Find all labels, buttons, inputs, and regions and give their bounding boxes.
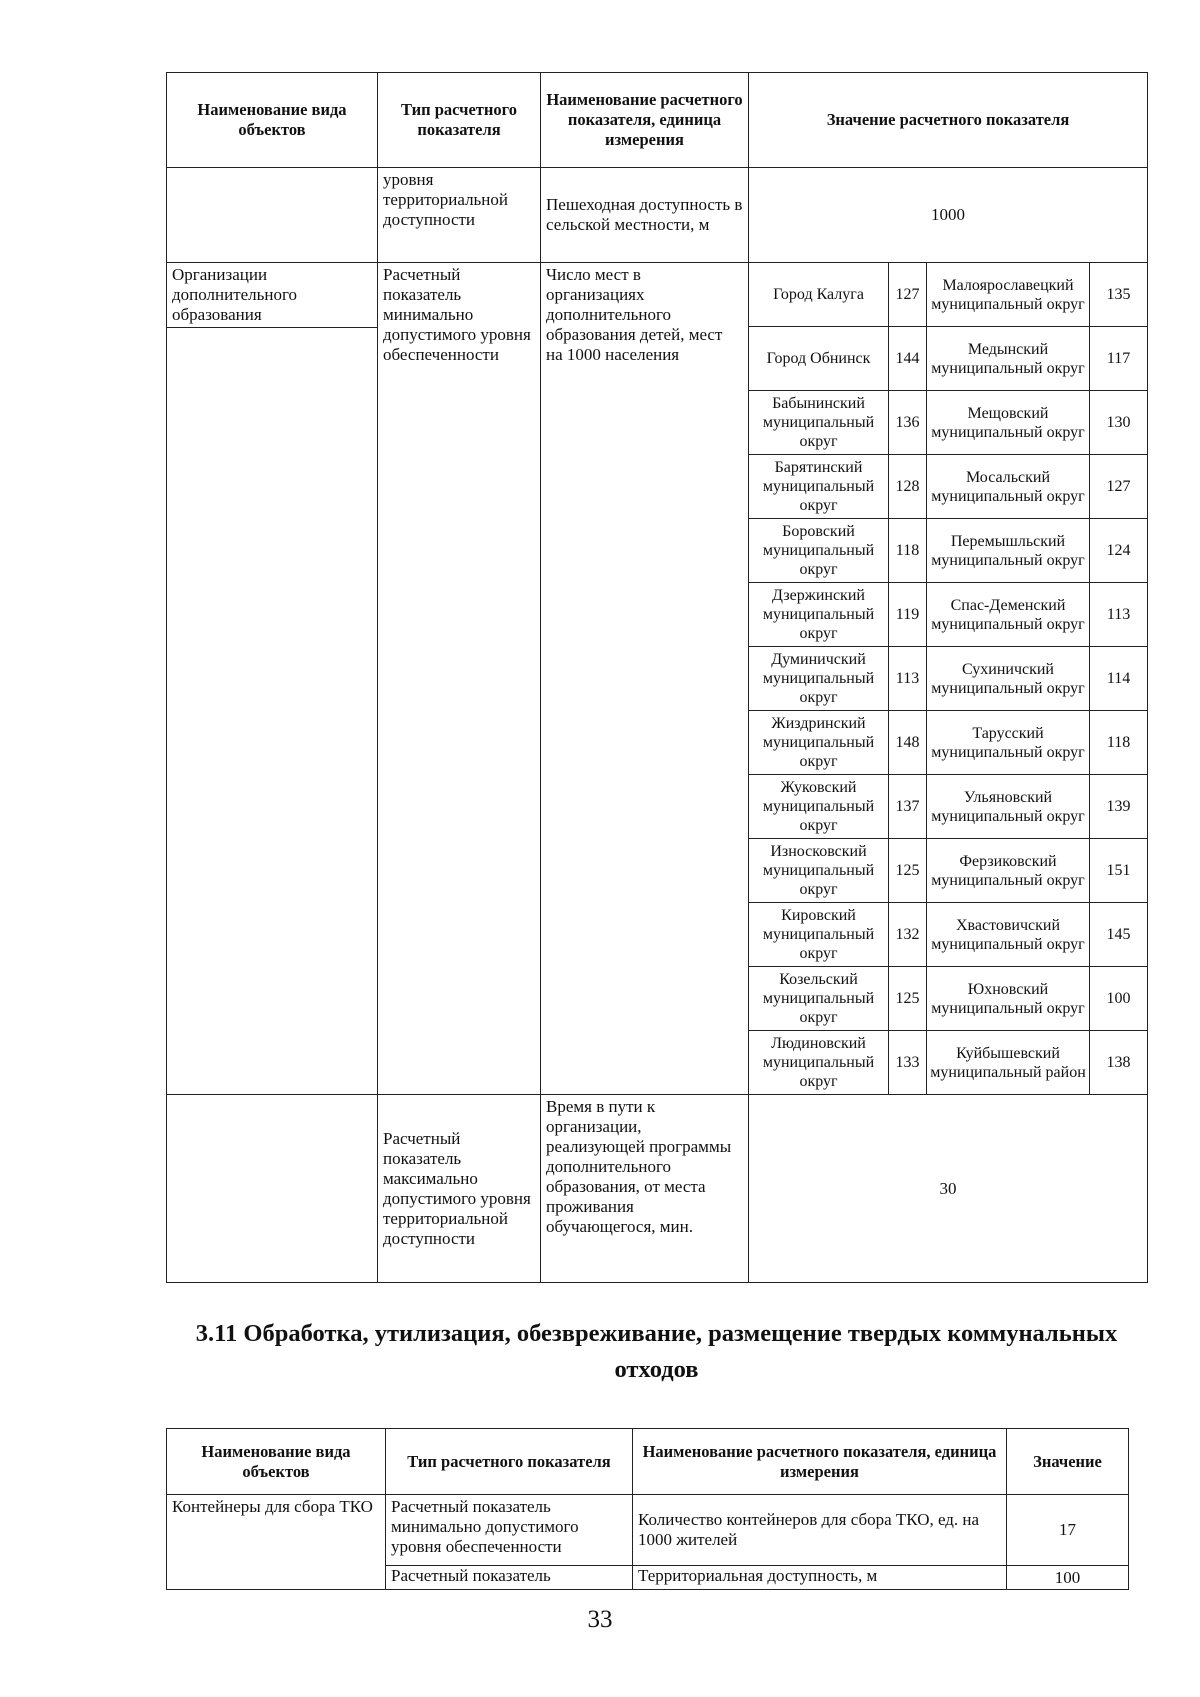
- municipality-value-left: 118: [889, 519, 927, 583]
- municipality-name-right: Перемышльский муниципальный округ: [927, 519, 1090, 583]
- municipality-name-right: Сухиничский муниципальный округ: [927, 647, 1090, 711]
- header-indicator-value: Значение расчетного показателя: [749, 73, 1148, 168]
- municipality-value-left: 132: [889, 903, 927, 967]
- municipality-value-right: 100: [1090, 967, 1148, 1031]
- municipality-value-left: 144: [889, 327, 927, 391]
- municipality-value-right: 118: [1090, 711, 1148, 775]
- municipality-value-left: 128: [889, 455, 927, 519]
- municipality-name-left: Боровский муниципальный округ: [749, 519, 889, 583]
- header-object-type: Наименование вида объектов: [167, 73, 378, 168]
- municipality-name-right: Хвастовичский муниципальный округ: [927, 903, 1090, 967]
- waste-cell-object-2: [167, 1566, 386, 1590]
- municipality-name-right: Медынский муниципальный округ: [927, 327, 1090, 391]
- municipality-name-right: Спас-Деменский муниципальный округ: [927, 583, 1090, 647]
- municipality-name-left: Козельский муниципальный округ: [749, 967, 889, 1031]
- cell-type-min: Расчетный показатель минимально допустимого уровня обеспеченности: [378, 263, 541, 1095]
- municipality-value-right: 114: [1090, 647, 1148, 711]
- municipality-name-right: Юхновский муниципальный округ: [927, 967, 1090, 1031]
- municipality-name-right: Мещовский муниципальный округ: [927, 391, 1090, 455]
- municipality-name-right: Ферзиковский муниципальный округ: [927, 839, 1090, 903]
- municipal-row: [167, 263, 1148, 327]
- municipality-value-right: 113: [1090, 583, 1148, 647]
- waste-cell-object: Контейнеры для сбора ТКО: [167, 1495, 386, 1566]
- municipality-value-left: 148: [889, 711, 927, 775]
- municipality-value-right: 145: [1090, 903, 1148, 967]
- municipality-name-left: Людиновский муниципальный округ: [749, 1031, 889, 1095]
- municipality-value-left: 119: [889, 583, 927, 647]
- municipality-name-left: Износковский муниципальный округ: [749, 839, 889, 903]
- waste-header-name: Наименование расчетного показателя, единица измерения: [633, 1429, 1007, 1495]
- municipality-name-left: Кировский муниципальный округ: [749, 903, 889, 967]
- waste-cell-name: Количество контейнеров для сбора ТКО, ед. на 1000 жителей: [633, 1495, 1007, 1566]
- cell-name-min: Число мест в организациях дополнительного образования детей, мест на 1000 населения: [541, 263, 749, 1095]
- municipality-value-right: 139: [1090, 775, 1148, 839]
- municipality-value-left: 137: [889, 775, 927, 839]
- municipality-value-right: 151: [1090, 839, 1148, 903]
- municipality-name-left: Дзержинский муниципальный округ: [749, 583, 889, 647]
- cell-type-prev: уровня территориальной доступности: [378, 168, 541, 263]
- waste-cell-type-2: Расчетный показатель: [386, 1566, 633, 1590]
- cell-object-dop: [167, 263, 378, 1095]
- municipality-value-left: 125: [889, 967, 927, 1031]
- municipality-value-right: 127: [1090, 455, 1148, 519]
- municipality-name-left: Город Калуга: [749, 263, 889, 327]
- cell-object-empty: [167, 168, 378, 263]
- waste-header-type: Тип расчетного показателя: [386, 1429, 633, 1495]
- cell-type-max: Расчетный показатель максимально допустимого уровня территориальной доступности: [378, 1095, 541, 1283]
- municipality-name-left: Бабынинский муниципальный округ: [749, 391, 889, 455]
- header-indicator-name: Наименование расчетного показателя, единица измерения: [541, 73, 749, 168]
- object-label: Организации дополнительного образования: [167, 263, 377, 328]
- waste-header-value: Значение: [1007, 1429, 1129, 1495]
- municipality-name-right: Мосальский муниципальный округ: [927, 455, 1090, 519]
- municipality-value-right: 135: [1090, 263, 1148, 327]
- municipality-name-right: Куйбышевский муниципальный район: [927, 1031, 1090, 1095]
- municipality-name-left: Жуковский муниципальный округ: [749, 775, 889, 839]
- cell-object-continued: [167, 1095, 378, 1283]
- waste-header-object: Наименование вида объектов: [167, 1429, 386, 1495]
- cell-name-prev: Пешеходная доступность в сельской местности, м: [541, 168, 749, 263]
- municipality-value-right: 130: [1090, 391, 1148, 455]
- indicators-table: [166, 72, 1148, 1283]
- municipality-value-left: 127: [889, 263, 927, 327]
- municipality-value-right: 124: [1090, 519, 1148, 583]
- cell-value-max: 30: [749, 1095, 1148, 1283]
- page-number: 33: [587, 1606, 613, 1633]
- cell-value-prev: 1000: [749, 168, 1148, 263]
- municipality-name-left: Город Обнинск: [749, 327, 889, 391]
- waste-cell-value-2: 100: [1007, 1566, 1129, 1590]
- header-indicator-type: Тип расчетного показателя: [378, 73, 541, 168]
- waste-cell-value: 17: [1007, 1495, 1129, 1566]
- municipality-name-left: Думиничский муниципальный округ: [749, 647, 889, 711]
- waste-cell-type: Расчетный показатель минимально допустимого уровня обеспеченности: [386, 1495, 633, 1566]
- municipality-value-right: 117: [1090, 327, 1148, 391]
- municipality-value-left: 113: [889, 647, 927, 711]
- section-title: 3.11 Обработка, утилизация, обезвреживание, размещение твердых коммунальных отходов: [195, 1320, 1118, 1383]
- municipality-value-left: 133: [889, 1031, 927, 1095]
- waste-table: [166, 1428, 1129, 1590]
- waste-cell-name-2: Территориальная доступность, м: [633, 1566, 1007, 1590]
- municipality-value-right: 138: [1090, 1031, 1148, 1095]
- municipality-name-right: Тарусский муниципальный округ: [927, 711, 1090, 775]
- municipality-name-right: Ульяновский муниципальный округ: [927, 775, 1090, 839]
- group-body: [167, 263, 1148, 1095]
- municipality-value-left: 136: [889, 391, 927, 455]
- municipality-value-left: 125: [889, 839, 927, 903]
- municipality-name-left: Жиздринский муниципальный округ: [749, 711, 889, 775]
- municipality-name-right: Малоярославецкий муниципальный округ: [927, 263, 1090, 327]
- municipality-name-left: Барятинский муниципальный округ: [749, 455, 889, 519]
- cell-name-max: Время в пути к организации, реализующей программы дополнительного образования, от места проживания обучающегося, мин.: [541, 1095, 749, 1283]
